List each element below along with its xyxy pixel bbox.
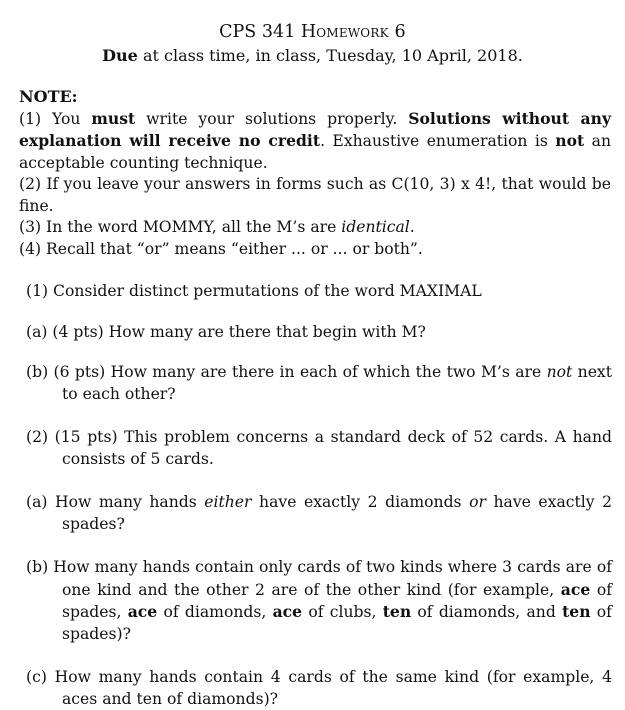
note-3-text-c: . — [409, 218, 415, 236]
problem-2a-emph-either: either — [204, 493, 252, 511]
note-1-emph-no-credit: Solutions without any explanation will receive no credit — [19, 108, 612, 150]
note-3-text-a: (3) In the word MOMMY, all the M’s are — [19, 218, 342, 236]
problem-2b-text-k: of spades)? — [62, 603, 612, 643]
problem-1b-emph-not: not — [546, 363, 573, 381]
note-item-3 — [19, 217, 611, 239]
problem-2b-emph-ace-2: ace — [127, 602, 158, 621]
problem-1b-text-c: next to each other? — [62, 363, 612, 403]
problem-1b-text-a: (b) (6 pts) How many are there in each of which the two M’s are — [26, 363, 547, 381]
problem-1a: (a) (4 pts) How many are there that begin with M? — [26, 322, 426, 341]
note-1-emph-not: not — [555, 131, 585, 150]
problem-2b-emph-ace-3: ace — [272, 602, 303, 621]
note-1-text-e: . Exhaustive enumeration is — [320, 132, 556, 150]
problem-2a-text-c: have exactly 2 diamonds — [251, 493, 470, 511]
note-heading: NOTE: — [19, 87, 78, 106]
problem-2a-emph-or: or — [469, 493, 486, 511]
note-1-text-g: an acceptable counting technique. — [19, 132, 612, 172]
note-section — [19, 86, 611, 260]
title-smallcaps: Homework 6 — [300, 22, 406, 42]
problem-1b — [26, 362, 612, 405]
problem-2-intro: (2) (15 pts) This problem concerns a standard deck of 52 cards. A hand consists of 5 cards. — [26, 428, 612, 468]
note-item-2: (2) If you leave your answers in forms such as C(10, 3) x 4!, that would be fine. — [19, 175, 611, 215]
note-1-text-a: (1) You — [19, 109, 92, 128]
problem-2b-text-c: of spades, — [62, 580, 612, 621]
problem-2b-text-i: of diamonds, and — [411, 603, 563, 621]
title-prefix: CPS 341 — [219, 22, 301, 42]
problem-2a — [26, 492, 612, 535]
note-1-text-c: write your solutions properly. — [135, 109, 409, 128]
problem-2b — [26, 557, 612, 645]
problem-2b-emph-ace-1: ace — [560, 579, 591, 599]
problem-2a-text-e: have exactly 2 spades? — [62, 493, 612, 533]
problem-2b-text-a: (b) How many hands contain only cards of two kinds where 3 cards are of one kind and the other 2 are of the other kind (for example, — [26, 558, 612, 599]
note-item-4: (4) Recall that “or” means “either ... or ... or both”. — [19, 239, 423, 258]
note-3-emph-identical: identical — [341, 218, 410, 236]
problem-2a-text-a: (a) How many hands — [26, 493, 205, 511]
note-item-1 — [19, 108, 611, 175]
due-line — [0, 46, 625, 65]
problem-1-intro: (1) Consider distinct permutations of the word MAXIMAL — [26, 282, 482, 300]
problem-2b-text-g: of clubs, — [302, 603, 383, 621]
page-title — [0, 22, 625, 42]
note-1-emph-must: must — [91, 108, 136, 128]
problem-2b-emph-ten-2: ten — [562, 602, 591, 621]
problem-2b-emph-ten-1: ten — [382, 602, 412, 621]
problems-section — [26, 281, 612, 710]
problem-2c: (c) How many hands contain 4 cards of the same kind (for example, 4 aces and ten of diamonds)? — [26, 668, 612, 708]
due-label: Due — [102, 46, 138, 65]
due-text: at class time, in class, Tuesday, 10 April, 2018. — [137, 46, 523, 65]
problem-2b-text-e: of diamonds, — [157, 603, 273, 621]
